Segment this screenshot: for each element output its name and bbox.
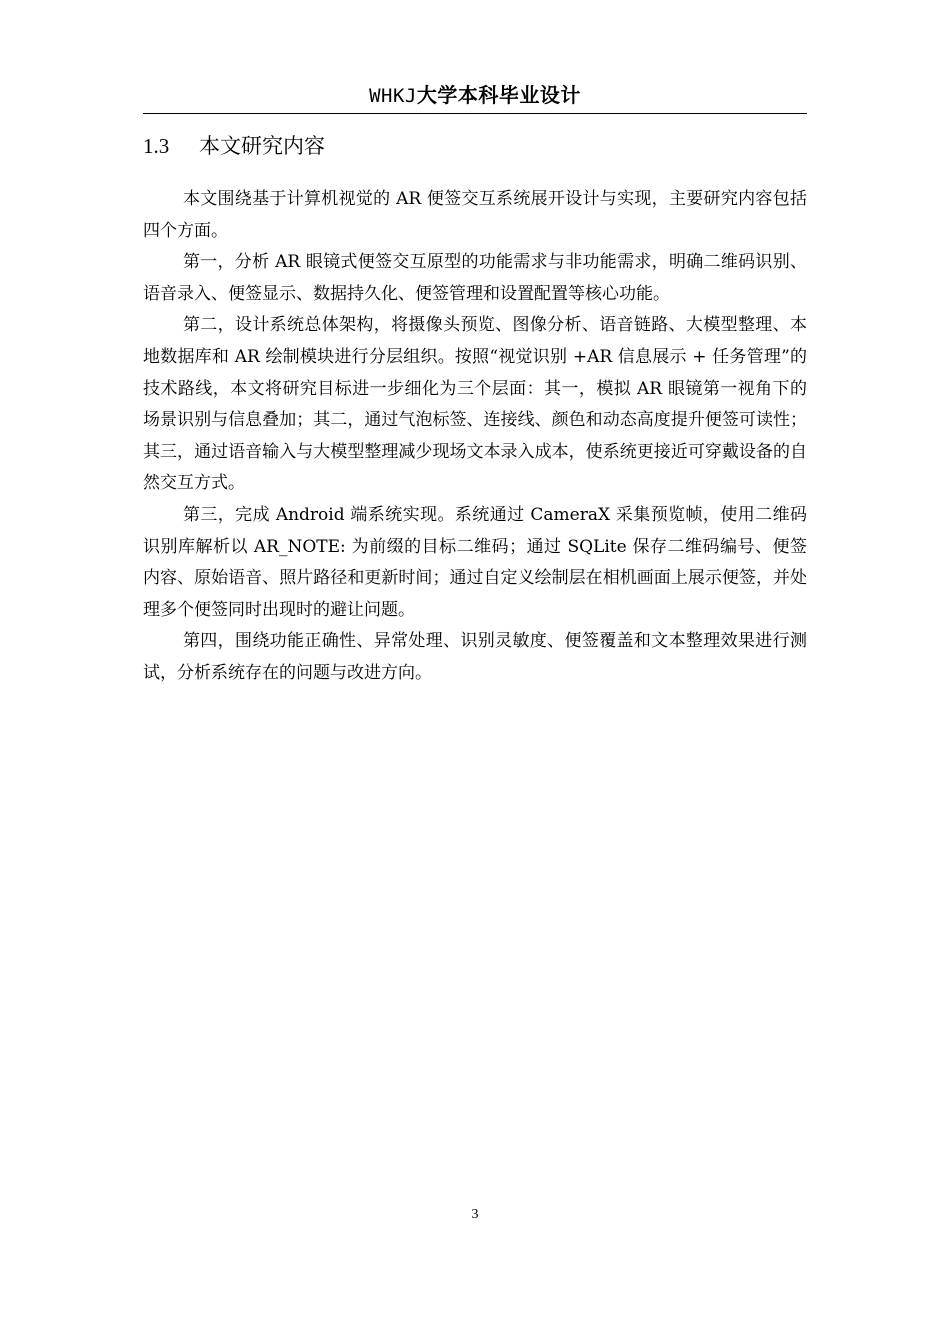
paragraph-fourth: 第四，围绕功能正确性、异常处理、识别灵敏度、便签覆盖和文本整理效果进行测试，分析系统存在的问题与改进方向。 — [143, 631, 807, 683]
section-heading — [143, 131, 325, 161]
paragraph-third: 第三，完成 Android 端系统实现。系统通过 CameraX 采集预览帧，使用二维码识别库解析以 AR_NOTE: 为前缀的目标二维码；通过 SQLite 保存二维码编号、便签内容、原始语音、照片路径和更新时间；通过自定义绘制层在相机画面上展示便签，并处理多个便签同时出现时的避让问题。 — [143, 504, 807, 620]
university-code: WHKJ — [369, 85, 417, 107]
paragraph-intro: 本文围绕基于计算机视觉的 AR 便签交互系统展开设计与实现，主要研究内容包括四个方面。 — [143, 189, 807, 241]
section-title: 本文研究内容 — [199, 134, 325, 158]
university-title: 大学本科毕业设计 — [416, 83, 581, 107]
paragraph-second: 第二，设计系统总体架构，将摄像头预览、图像分析、语音链路、大模型整理、本地数据库和 AR 绘制模块进行分层组织。按照“视觉识别 +AR 信息展示 + 任务管理”的技术路线，本文将研究目标进一步细化为三个层面：其一，模拟 AR 眼镜第一视角下的场景识别与信息叠加；其二，通过气泡标签、连接线、颜色和动态高度提升便签可读性；其三，通过语音输入与大模型整理减少现场文本录入成本，使系统更接近可穿戴设备的自然交互方式。 — [143, 315, 807, 494]
running-header — [143, 82, 807, 109]
section-number: 1.3 — [143, 134, 170, 158]
paragraph-first: 第一，分析 AR 眼镜式便签交互原型的功能需求与非功能需求，明确二维码识别、语音录入、便签显示、数据持久化、便签管理和设置配置等核心功能。 — [143, 252, 807, 304]
page-number: 3 — [471, 1207, 479, 1222]
body-text — [143, 184, 807, 690]
header-divider — [143, 113, 807, 114]
